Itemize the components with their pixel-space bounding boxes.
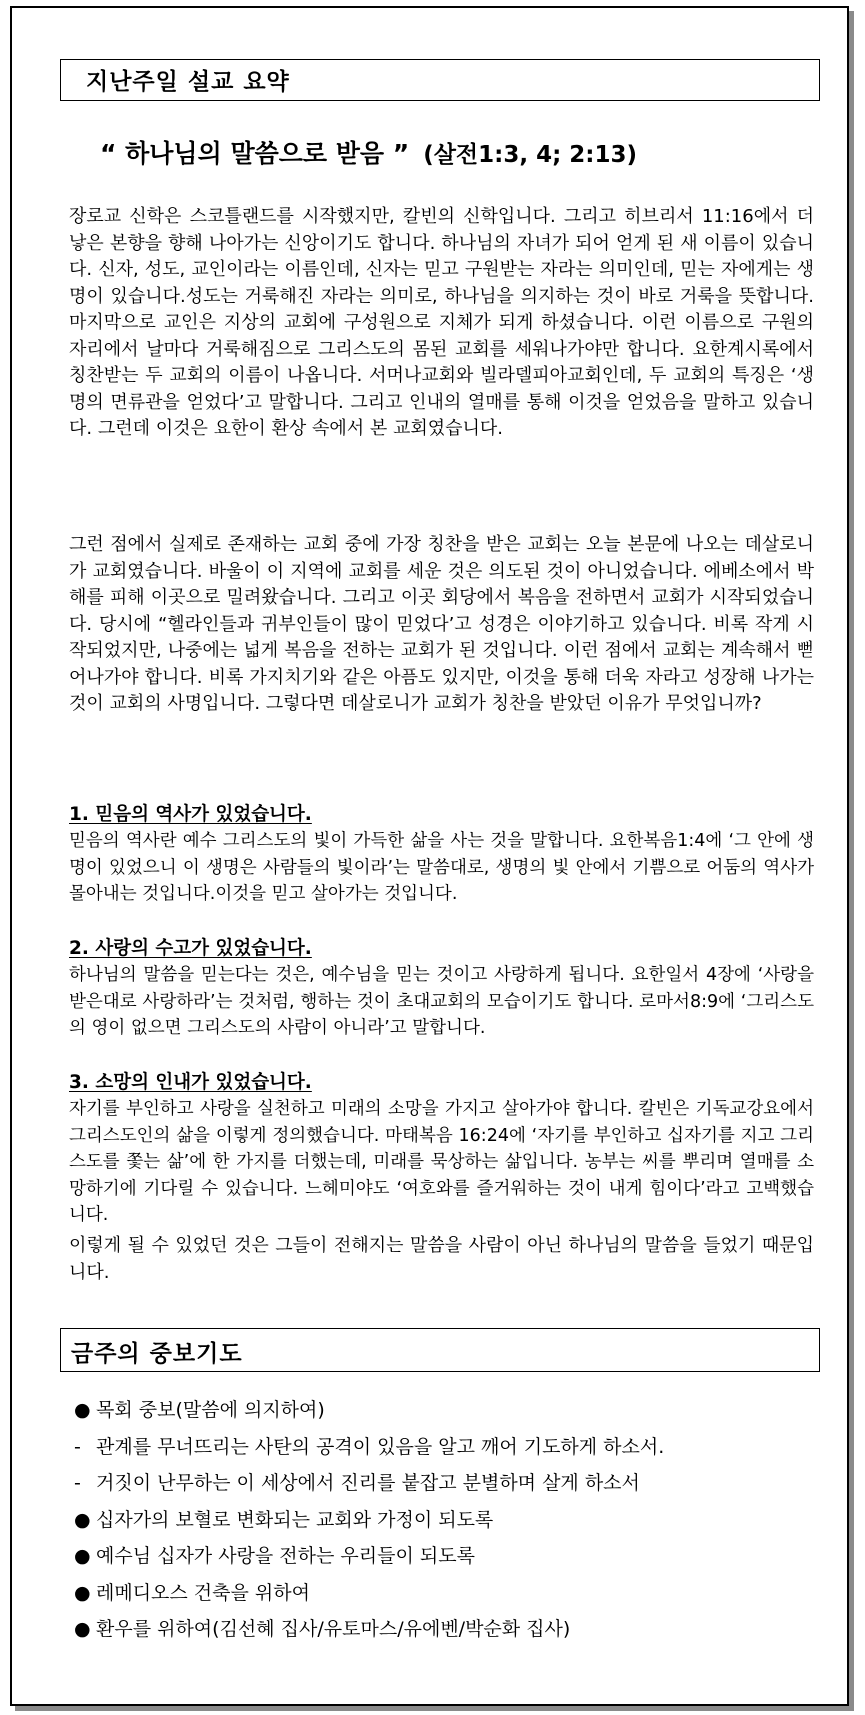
- prayer-item: [74, 1429, 834, 1466]
- prayer-item: [74, 1465, 834, 1502]
- scripture-reference: (살전1:3, 4; 2:13): [423, 142, 638, 168]
- sermon-point-text: 믿음의 역사란 예수 그리스도의 빛이 가득한 삶을 사는 것을 말합니다. 요한복음1:4에 ‘그 안에 생명이 있었으니 이 생명은 사람들의 빛이라’는 말씀대로, 생명의 빛 안에서 기쁨으로 어둠의 역사가 몰아내는 것입니다.이것을 믿고 살아가는 것입니다.: [69, 831, 814, 904]
- bulletin-page: [10, 6, 849, 1706]
- sermon-conclusion: 이렇게 될 수 있었던 것은 그들이 전해지는 말씀을 사람이 아닌 하나님의 말씀을 들었기 때문입니다.: [69, 1235, 814, 1283]
- prayer-item-text: 예수님 십자가 사랑을 전하는 우리들이 되도록: [96, 1545, 475, 1567]
- sermon-point-text: 하나님의 말씀을 믿는다는 것은, 예수님을 믿는 것이고 사랑하게 됩니다. 요한일서 4장에 ‘사랑을 받은대로 사랑하라’는 것처럼, 행하는 것이 초대교회의 모습이기도 합니다. 로마서8:9에 ‘그리스도의 영이 없으면 그리스도의 사람이 아니라’고 말합니다.: [69, 965, 814, 1038]
- sermon-point-heading: 3. 소망의 인내가 있었습니다.: [69, 1072, 312, 1093]
- sermon-paragraph: 그런 점에서 실제로 존재하는 교회 중에 가장 칭찬을 받은 교회는 오늘 본문에 나오는 데살로니가 교회였습니다. 바울이 이 지역에 교회를 세운 것은 의도된 것이 아니었습니다. 에베소에서 박해를 피해 이곳으로 밀려왔습니다. 그리고 이곳 회당에서 복음을 전하면서 교회가 시작되었습니다. 당시에 “헬라인들과 귀부인들이 많이 믿었다’고 성경은 이야기하고 있습니다. 비록 작게 시작되었지만, 나중에는 넓게 복음을 전하는 교회가 된 것입니다. 이런 점에서 교회는 계속해서 뻗어나가야 합니다. 비록 가지치기와 같은 아픔도 있지만, 이것을 통해 더욱 자라고 성장해 나가는 것이 교회의 사명입니다. 그렇다면 데살로니가 교회가 칭찬을 받았던 이유가 무엇입니까?: [69, 534, 814, 714]
- bullet-marker: ●: [74, 1545, 91, 1567]
- prayer-item: [74, 1611, 834, 1648]
- prayer-list: [74, 1392, 834, 1648]
- sermon-section-heading: 지난주일 설교 요약: [60, 59, 820, 101]
- prayer-item: [74, 1502, 834, 1539]
- prayer-item-text: 환우를 위하여(김선혜 집사/유토마스/유에벤/박순화 집사): [96, 1618, 571, 1640]
- sermon-title: [100, 134, 637, 170]
- prayer-section-heading: 금주의 중보기도: [60, 1328, 820, 1372]
- bullet-marker: ●: [74, 1618, 91, 1640]
- prayer-item-text: 십자가의 보혈로 변화되는 교회와 가정이 되도록: [96, 1508, 494, 1531]
- prayer-item-text: 관계를 무너뜨리는 사탄의 공격이 있음을 알고 깨어 기도하게 하소서.: [96, 1435, 665, 1458]
- bullet-marker: ●: [74, 1581, 91, 1604]
- prayer-item: [74, 1575, 834, 1612]
- bullet-marker: ●: [74, 1399, 91, 1421]
- dash-marker: -: [74, 1435, 81, 1458]
- prayer-item: [74, 1392, 834, 1429]
- dash-marker: -: [74, 1472, 81, 1494]
- bullet-marker: ●: [74, 1508, 91, 1531]
- sermon-point-heading: 2. 사랑의 수고가 있었습니다.: [69, 938, 312, 959]
- prayer-item-text: 거짓이 난무하는 이 세상에서 진리를 붙잡고 분별하며 살게 하소서: [96, 1472, 640, 1494]
- sermon-paragraph: 장로교 신학은 스코틀랜드를 시작했지만, 칼빈의 신학입니다. 그리고 히브리서 11:16에서 더 낳은 본향을 향해 나아가는 신앙이기도 합니다. 하나님의 자녀가 되어 얻게 된 새 이름이 있습니다. 신자, 성도, 교인이라는 이름인데, 신자는 믿고 구원받는 자라는 의미인데, 믿는 자에게는 생명이 있습니다.성도는 거룩해진 자라는 의미로, 하나님을 의지하는 것이 바로 거룩을 뜻합니다. 마지막으로 교인은 지상의 교회에 구성원으로 지체가 되게 하셨습니다. 이런 이름으로 구원의 자리에서 날마다 거룩해짐으로 그리스도의 몸된 교회를 세워나가야만 합니다. 요한계시록에서 칭찬받는 두 교회의 이름이 나옵니다. 서머나교회와 빌라델피아교회인데, 두 교회의 특징은 ‘생명의 면류관을 얻었다’고 말합니다. 그리고 인내의 열매를 통해 이것을 얻었음을 말하고 있습니다. 그런데 이것은 요한이 환상 속에서 본 교회였습니다.: [69, 206, 814, 439]
- sermon-point-text: 자기를 부인하고 사랑을 실천하고 미래의 소망을 가지고 살아가야 합니다. 칼빈은 기독교강요에서 그리스도인의 삶을 이렇게 정의했습니다. 마태복음 16:24에 ‘자기를 부인하고 십자기를 지고 그리스도를 쫓는 삶’에 한 가지를 더했는데, 미래를 묵상하는 삶입니다. 농부는 씨를 뿌리며 열매를 소망하기에 기다릴 수 있습니다. 느헤미야도 ‘여호와를 즐거워하는 것이 내게 힘이다’라고 고백했습니다.: [69, 1099, 814, 1225]
- sermon-point: [69, 936, 814, 1042]
- prayer-item-text: 레메디오스 건축을 위하여: [96, 1581, 310, 1604]
- sermon-point: [69, 1070, 814, 1229]
- sermon-point-heading: 1. 믿음의 역사가 있었습니다.: [69, 804, 312, 825]
- prayer-item: [74, 1538, 834, 1575]
- prayer-item-text: 목회 중보(말씀에 의지하여): [96, 1399, 325, 1421]
- sermon-title-text: “ 하나님의 말씀으로 받음 ”: [100, 139, 410, 168]
- sermon-point: [69, 802, 814, 908]
